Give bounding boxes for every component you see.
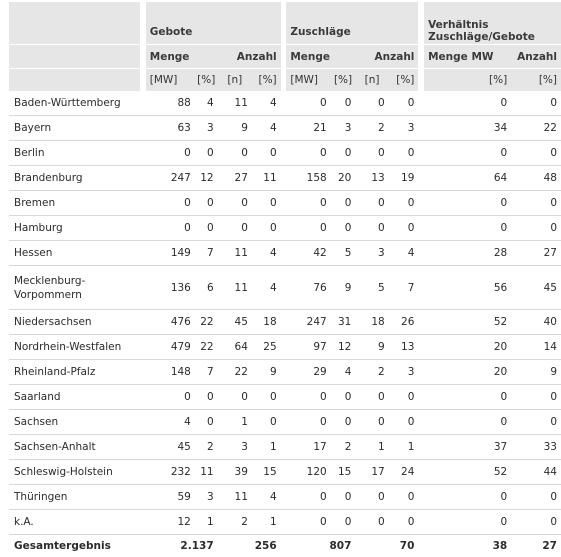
table-body [9, 91, 561, 535]
table-cell: 149 [146, 241, 195, 266]
table-cell: 232 [146, 460, 195, 485]
table-row [9, 141, 561, 166]
table-cell: 0 [146, 141, 195, 166]
row-label: Schleswig-Holstein [9, 460, 140, 485]
table-cell: 4 [252, 485, 281, 510]
total-row [9, 535, 561, 557]
row-label: k.A. [9, 510, 140, 535]
table-cell: 45 [146, 435, 195, 460]
unit-cell: [MW] [286, 69, 330, 92]
table-cell: 9 [252, 360, 281, 385]
table-cell: 20 [424, 335, 511, 360]
table-cell: 27 [511, 241, 561, 266]
row-label: Brandenburg [9, 166, 140, 191]
table-cell: 13 [389, 335, 419, 360]
table-cell: 0 [511, 410, 561, 435]
table-cell: 0 [286, 141, 330, 166]
total-gebote-anzahl: 256 [218, 535, 281, 557]
table-cell: 2 [355, 360, 388, 385]
table-cell: 247 [146, 166, 195, 191]
table-cell: 40 [511, 310, 561, 335]
table-cell: 3 [218, 435, 252, 460]
table-cell: 44 [511, 460, 561, 485]
total-gebote-menge: 2.137 [146, 535, 218, 557]
table-cell: 0 [355, 410, 388, 435]
header-zuschlaege-anzahl: Anzahl [355, 45, 418, 69]
header-verh-anzahl: Anzahl [511, 45, 561, 69]
row-label: Berlin [9, 141, 140, 166]
header-corner [9, 2, 140, 45]
table-cell: 7 [195, 360, 218, 385]
table-cell: 0 [389, 485, 419, 510]
table-cell: 0 [511, 216, 561, 241]
table-cell: 5 [355, 266, 388, 310]
table-cell: 5 [331, 241, 356, 266]
table-cell: 18 [355, 310, 388, 335]
total-zuschlaege-anzahl: 70 [355, 535, 418, 557]
table-cell: 0 [218, 385, 252, 410]
table-cell: 0 [424, 91, 511, 116]
table-cell: 22 [218, 360, 252, 385]
unit-cell: [n] [218, 69, 252, 92]
table-cell: 0 [424, 485, 511, 510]
table-cell: 0 [286, 385, 330, 410]
table-cell: 136 [146, 266, 195, 310]
header-gebote-menge: Menge [146, 45, 218, 69]
total-label: Gesamtergebnis [9, 535, 140, 557]
table-cell: 0 [331, 141, 356, 166]
table-cell: 0 [195, 216, 218, 241]
header-zuschlaege: Zuschläge [286, 2, 418, 45]
table-cell: 0 [286, 191, 330, 216]
table-cell: 4 [252, 91, 281, 116]
table-cell: 1 [252, 435, 281, 460]
table-cell: 4 [389, 241, 419, 266]
table-cell: 7 [195, 241, 218, 266]
table-cell: 88 [146, 91, 195, 116]
table-cell: 12 [331, 335, 356, 360]
table-cell: 0 [424, 410, 511, 435]
table-cell: 0 [511, 385, 561, 410]
table-cell: 0 [389, 91, 419, 116]
table-row [9, 166, 561, 191]
table-cell: 0 [252, 216, 281, 241]
unit-cell: [%] [195, 69, 218, 92]
table-cell: 64 [218, 335, 252, 360]
table-cell: 0 [511, 191, 561, 216]
table-cell: 22 [195, 310, 218, 335]
table-cell: 97 [286, 335, 330, 360]
header-zuschlaege-menge: Menge [286, 45, 355, 69]
table-cell: 0 [355, 91, 388, 116]
table-cell: 15 [252, 460, 281, 485]
table-cell: 0 [331, 485, 356, 510]
table-cell: 76 [286, 266, 330, 310]
table-cell: 148 [146, 360, 195, 385]
table-cell: 0 [252, 410, 281, 435]
table-cell: 158 [286, 166, 330, 191]
table-cell: 0 [331, 385, 356, 410]
table-row [9, 510, 561, 535]
table-cell: 12 [146, 510, 195, 535]
row-label: Hamburg [9, 216, 140, 241]
unit-cell: [%] [252, 69, 281, 92]
total-verh-menge: 38 [424, 535, 511, 557]
table-cell: 6 [195, 266, 218, 310]
table-cell: 0 [146, 216, 195, 241]
table-row [9, 485, 561, 510]
unit-cell: [%] [331, 69, 356, 92]
table-cell: 20 [331, 166, 356, 191]
table-cell: 0 [218, 141, 252, 166]
table-cell: 22 [511, 116, 561, 141]
table-cell: 0 [389, 191, 419, 216]
table-cell: 0 [511, 141, 561, 166]
table-cell: 0 [424, 216, 511, 241]
table-cell: 42 [286, 241, 330, 266]
table-cell: 17 [355, 460, 388, 485]
data-table [9, 2, 561, 557]
table-row [9, 435, 561, 460]
table-cell: 247 [286, 310, 330, 335]
table-cell: 37 [424, 435, 511, 460]
table-cell: 11 [218, 266, 252, 310]
table-cell: 0 [286, 91, 330, 116]
table-cell: 3 [355, 241, 388, 266]
table-cell: 0 [252, 141, 281, 166]
table-cell: 45 [511, 266, 561, 310]
table-cell: 48 [511, 166, 561, 191]
table-cell: 45 [218, 310, 252, 335]
table-cell: 0 [252, 385, 281, 410]
table-cell: 19 [389, 166, 419, 191]
table-cell: 11 [218, 241, 252, 266]
header-row-units [9, 69, 561, 92]
table-cell: 3 [195, 116, 218, 141]
table-cell: 3 [389, 360, 419, 385]
table-cell: 0 [195, 410, 218, 435]
table-cell: 3 [331, 116, 356, 141]
table-cell: 0 [424, 510, 511, 535]
table-cell: 0 [146, 385, 195, 410]
header-row-sub [9, 45, 561, 69]
table-cell: 18 [252, 310, 281, 335]
table-cell: 4 [252, 266, 281, 310]
table-cell: 12 [195, 166, 218, 191]
table-cell: 64 [424, 166, 511, 191]
table-cell: 0 [218, 191, 252, 216]
table-cell: 1 [389, 435, 419, 460]
table-cell: 17 [286, 435, 330, 460]
table-cell: 0 [195, 191, 218, 216]
table-cell: 2 [195, 435, 218, 460]
table-cell: 0 [252, 191, 281, 216]
row-label: Mecklenburg- Vorpommern [9, 266, 140, 310]
table-row [9, 116, 561, 141]
table-cell: 0 [355, 141, 388, 166]
table-cell: 21 [286, 116, 330, 141]
table-cell: 14 [511, 335, 561, 360]
table-cell: 1 [218, 410, 252, 435]
total-verh-anzahl: 27 [511, 535, 561, 557]
table-cell: 0 [286, 410, 330, 435]
table-cell: 0 [195, 385, 218, 410]
table-cell: 0 [424, 385, 511, 410]
table-cell: 1 [252, 510, 281, 535]
table-cell: 22 [195, 335, 218, 360]
table-cell: 56 [424, 266, 511, 310]
table-cell: 52 [424, 310, 511, 335]
row-label: Rheinland-Pfalz [9, 360, 140, 385]
table-cell: 2 [331, 435, 356, 460]
table-cell: 0 [511, 485, 561, 510]
table-cell: 9 [511, 360, 561, 385]
table-cell: 4 [331, 360, 356, 385]
row-label: Sachsen-Anhalt [9, 435, 140, 460]
table-cell: 29 [286, 360, 330, 385]
table-cell: 24 [389, 460, 419, 485]
header-verh-menge: Menge MW [424, 45, 511, 69]
row-label: Baden-Württemberg [9, 91, 140, 116]
table-cell: 25 [252, 335, 281, 360]
table-cell: 4 [146, 410, 195, 435]
header-gebote-anzahl: Anzahl [218, 45, 281, 69]
table-cell: 0 [331, 410, 356, 435]
table-cell: 11 [218, 485, 252, 510]
table-cell: 11 [218, 91, 252, 116]
table-row [9, 360, 561, 385]
table-cell: 0 [389, 385, 419, 410]
table-cell: 39 [218, 460, 252, 485]
header-gebote: Gebote [146, 2, 281, 45]
table-cell: 0 [355, 510, 388, 535]
table-cell: 0 [424, 191, 511, 216]
header-row-groups [9, 2, 561, 45]
table-cell: 0 [331, 91, 356, 116]
table-cell: 0 [355, 216, 388, 241]
unit-cell: [n] [355, 69, 388, 92]
table-cell: 34 [424, 116, 511, 141]
table-cell: 9 [218, 116, 252, 141]
table-cell: 52 [424, 460, 511, 485]
table-cell: 11 [195, 460, 218, 485]
table-cell: 0 [331, 216, 356, 241]
unit-cell: [%] [389, 69, 419, 92]
table-cell: 9 [331, 266, 356, 310]
header-verhaeltnis: Verhältnis Zuschläge/Gebote [424, 2, 561, 45]
row-label: Hessen [9, 241, 140, 266]
table-cell: 4 [252, 116, 281, 141]
table-cell: 3 [389, 116, 419, 141]
table-cell: 0 [331, 191, 356, 216]
table-cell: 120 [286, 460, 330, 485]
table-cell: 0 [511, 510, 561, 535]
table-cell: 9 [355, 335, 388, 360]
table-cell: 476 [146, 310, 195, 335]
table-row [9, 335, 561, 360]
row-label: Thüringen [9, 485, 140, 510]
row-label: Sachsen [9, 410, 140, 435]
table-cell: 31 [331, 310, 356, 335]
table-cell: 0 [355, 485, 388, 510]
table-cell: 59 [146, 485, 195, 510]
table-cell: 15 [331, 460, 356, 485]
table-cell: 7 [389, 266, 419, 310]
table-cell: 4 [195, 91, 218, 116]
table-cell: 1 [195, 510, 218, 535]
row-label: Nordrhein-Westfalen [9, 335, 140, 360]
table-cell: 0 [331, 510, 356, 535]
table-cell: 0 [389, 141, 419, 166]
table-cell: 0 [389, 510, 419, 535]
table-cell: 0 [389, 216, 419, 241]
table-cell: 1 [355, 435, 388, 460]
table-cell: 0 [286, 510, 330, 535]
table-cell: 0 [389, 410, 419, 435]
table-cell: 0 [355, 385, 388, 410]
table-cell: 26 [389, 310, 419, 335]
table-row [9, 191, 561, 216]
table-row [9, 385, 561, 410]
total-zuschlaege-menge: 807 [286, 535, 355, 557]
table-row [9, 310, 561, 335]
table-row [9, 460, 561, 485]
unit-cell: [%] [511, 69, 561, 92]
table-cell: 0 [195, 141, 218, 166]
row-label: Bayern [9, 116, 140, 141]
table-cell: 3 [195, 485, 218, 510]
table-cell: 28 [424, 241, 511, 266]
table-row [9, 410, 561, 435]
row-label: Bremen [9, 191, 140, 216]
unit-cell: [MW] [146, 69, 195, 92]
row-label: Niedersachsen [9, 310, 140, 335]
table-cell: 13 [355, 166, 388, 191]
unit-cell: [%] [424, 69, 511, 92]
table-cell: 0 [286, 485, 330, 510]
table-cell: 0 [218, 216, 252, 241]
table-cell: 63 [146, 116, 195, 141]
row-label: Saarland [9, 385, 140, 410]
table-row [9, 241, 561, 266]
table-cell: 0 [286, 216, 330, 241]
table-cell: 2 [218, 510, 252, 535]
table-cell: 479 [146, 335, 195, 360]
table-cell: 20 [424, 360, 511, 385]
table-cell: 0 [511, 91, 561, 116]
table-cell: 27 [218, 166, 252, 191]
table-cell: 2 [355, 116, 388, 141]
table-row [9, 266, 561, 310]
table-cell: 11 [252, 166, 281, 191]
table-row [9, 91, 561, 116]
table-cell: 0 [355, 191, 388, 216]
table-row [9, 216, 561, 241]
table-cell: 0 [424, 141, 511, 166]
table-cell: 0 [146, 191, 195, 216]
table-cell: 33 [511, 435, 561, 460]
table-cell: 4 [252, 241, 281, 266]
